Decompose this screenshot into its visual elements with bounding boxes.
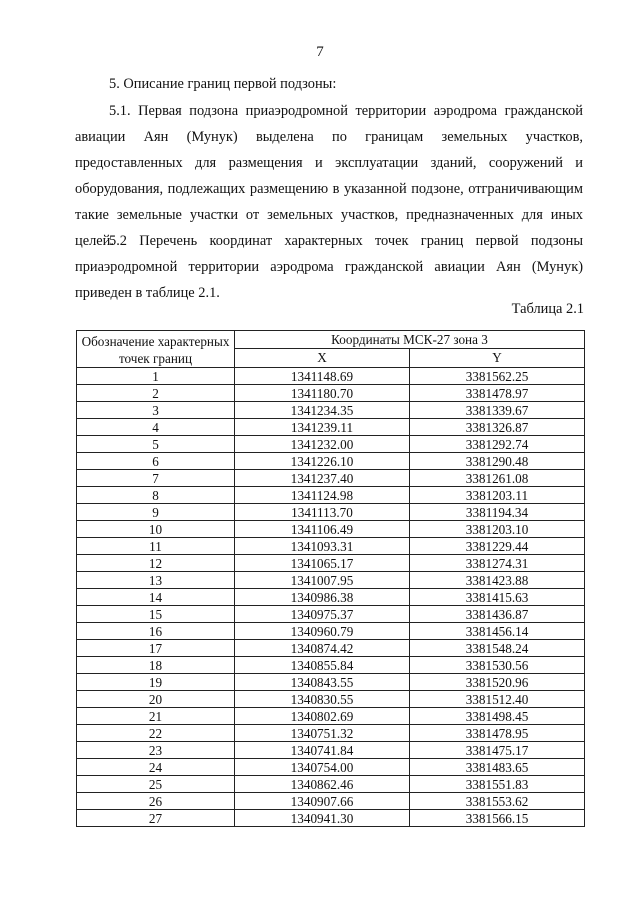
x-coordinate-cell: 1340802.69 bbox=[235, 708, 410, 725]
x-coordinate-cell: 1341065.17 bbox=[235, 555, 410, 572]
point-number-cell: 20 bbox=[77, 691, 235, 708]
point-number-cell: 19 bbox=[77, 674, 235, 691]
paragraph-line: авиации Аян (Мунук) выделена по границам земельных участков, bbox=[75, 129, 583, 145]
table-row bbox=[77, 487, 585, 504]
y-coordinate-cell: 3381194.34 bbox=[410, 504, 585, 521]
x-coordinate-cell: 1340741.84 bbox=[235, 742, 410, 759]
point-number-cell: 7 bbox=[77, 470, 235, 487]
table-caption: Таблица 2.1 bbox=[511, 301, 584, 317]
y-coordinate-cell: 3381562.25 bbox=[410, 368, 585, 385]
table-row bbox=[77, 521, 585, 538]
x-coordinate-cell: 1341124.98 bbox=[235, 487, 410, 504]
table-row bbox=[77, 589, 585, 606]
point-number-cell: 2 bbox=[77, 385, 235, 402]
point-number-cell: 16 bbox=[77, 623, 235, 640]
point-number-cell: 26 bbox=[77, 793, 235, 810]
table-row bbox=[77, 368, 585, 385]
point-number-cell: 15 bbox=[77, 606, 235, 623]
x-coordinate-cell: 1341239.11 bbox=[235, 419, 410, 436]
point-number-cell: 8 bbox=[77, 487, 235, 504]
y-coordinate-cell: 3381415.63 bbox=[410, 589, 585, 606]
paragraph-line: оборудования, подлежащих размещению в указанной подзоне, отграничивающим bbox=[75, 181, 583, 197]
paragraph-line: предоставленных для размещения и эксплуатации зданий, сооружений и bbox=[75, 155, 583, 171]
paragraph-line: приведен в таблице 2.1. bbox=[75, 285, 220, 301]
table-row bbox=[77, 725, 585, 742]
x-coordinate-cell: 1340830.55 bbox=[235, 691, 410, 708]
x-coordinate-cell: 1341148.69 bbox=[235, 368, 410, 385]
point-number-cell: 10 bbox=[77, 521, 235, 538]
y-coordinate-cell: 3381520.96 bbox=[410, 674, 585, 691]
coordinates-table bbox=[76, 330, 585, 827]
point-number-cell: 23 bbox=[77, 742, 235, 759]
y-coordinate-cell: 3381498.45 bbox=[410, 708, 585, 725]
table-row bbox=[77, 419, 585, 436]
point-number-cell: 25 bbox=[77, 776, 235, 793]
point-number-cell: 22 bbox=[77, 725, 235, 742]
x-coordinate-cell: 1341237.40 bbox=[235, 470, 410, 487]
table-row bbox=[77, 572, 585, 589]
column-header-point-label: Обозначение характерных точек границ bbox=[77, 331, 235, 368]
x-coordinate-cell: 1340907.66 bbox=[235, 793, 410, 810]
y-coordinate-cell: 3381339.67 bbox=[410, 402, 585, 419]
table-row bbox=[77, 674, 585, 691]
point-number-cell: 14 bbox=[77, 589, 235, 606]
x-coordinate-cell: 1340843.55 bbox=[235, 674, 410, 691]
y-coordinate-cell: 3381203.11 bbox=[410, 487, 585, 504]
point-number-cell: 24 bbox=[77, 759, 235, 776]
y-coordinate-cell: 3381290.48 bbox=[410, 453, 585, 470]
table-row bbox=[77, 402, 585, 419]
x-coordinate-cell: 1340975.37 bbox=[235, 606, 410, 623]
x-coordinate-cell: 1340751.32 bbox=[235, 725, 410, 742]
point-number-cell: 21 bbox=[77, 708, 235, 725]
table-row bbox=[77, 453, 585, 470]
point-number-cell: 3 bbox=[77, 402, 235, 419]
table-row bbox=[77, 504, 585, 521]
point-number-cell: 13 bbox=[77, 572, 235, 589]
y-coordinate-cell: 3381261.08 bbox=[410, 470, 585, 487]
table-row bbox=[77, 436, 585, 453]
table-row bbox=[77, 623, 585, 640]
paragraph-line: приаэродромной территории аэродрома гражданской авиации Аян (Мунук) bbox=[75, 259, 583, 275]
y-coordinate-cell: 3381292.74 bbox=[410, 436, 585, 453]
table-row bbox=[77, 606, 585, 623]
x-coordinate-cell: 1340874.42 bbox=[235, 640, 410, 657]
table-row bbox=[77, 385, 585, 402]
y-coordinate-cell: 3381229.44 bbox=[410, 538, 585, 555]
x-coordinate-cell: 1341007.95 bbox=[235, 572, 410, 589]
table-row bbox=[77, 657, 585, 674]
x-coordinate-cell: 1341106.49 bbox=[235, 521, 410, 538]
y-coordinate-cell: 3381274.31 bbox=[410, 555, 585, 572]
point-number-cell: 18 bbox=[77, 657, 235, 674]
y-coordinate-cell: 3381478.95 bbox=[410, 725, 585, 742]
x-coordinate-cell: 1341180.70 bbox=[235, 385, 410, 402]
point-number-cell: 6 bbox=[77, 453, 235, 470]
y-coordinate-cell: 3381548.24 bbox=[410, 640, 585, 657]
y-coordinate-cell: 3381203.10 bbox=[410, 521, 585, 538]
x-coordinate-cell: 1341232.00 bbox=[235, 436, 410, 453]
y-coordinate-cell: 3381475.17 bbox=[410, 742, 585, 759]
x-coordinate-cell: 1340941.30 bbox=[235, 810, 410, 827]
x-coordinate-cell: 1340754.00 bbox=[235, 759, 410, 776]
point-number-cell: 5 bbox=[77, 436, 235, 453]
paragraph-5-2 bbox=[75, 228, 583, 306]
y-coordinate-cell: 3381553.62 bbox=[410, 793, 585, 810]
table-row bbox=[77, 470, 585, 487]
y-coordinate-cell: 3381530.56 bbox=[410, 657, 585, 674]
column-header-x: X bbox=[235, 348, 410, 367]
table-row bbox=[77, 640, 585, 657]
x-coordinate-cell: 1341226.10 bbox=[235, 453, 410, 470]
table-row bbox=[77, 793, 585, 810]
x-coordinate-cell: 1341093.31 bbox=[235, 538, 410, 555]
paragraph-line: 5.1. Первая подзона приаэродромной территории аэродрома гражданской bbox=[109, 103, 583, 119]
paragraph-line: 5.2 Перечень координат характерных точек границ первой подзоны bbox=[109, 233, 583, 249]
table-row bbox=[77, 776, 585, 793]
x-coordinate-cell: 1340960.79 bbox=[235, 623, 410, 640]
y-coordinate-cell: 3381551.83 bbox=[410, 776, 585, 793]
x-coordinate-cell: 1341234.35 bbox=[235, 402, 410, 419]
y-coordinate-cell: 3381483.65 bbox=[410, 759, 585, 776]
y-coordinate-cell: 3381478.97 bbox=[410, 385, 585, 402]
y-coordinate-cell: 3381512.40 bbox=[410, 691, 585, 708]
table-row bbox=[77, 742, 585, 759]
table-row bbox=[77, 555, 585, 572]
table-row bbox=[77, 708, 585, 725]
point-number-cell: 11 bbox=[77, 538, 235, 555]
x-coordinate-cell: 1340855.84 bbox=[235, 657, 410, 674]
point-number-cell: 4 bbox=[77, 419, 235, 436]
y-coordinate-cell: 3381566.15 bbox=[410, 810, 585, 827]
table-row bbox=[77, 691, 585, 708]
y-coordinate-cell: 3381326.87 bbox=[410, 419, 585, 436]
x-coordinate-cell: 1340986.38 bbox=[235, 589, 410, 606]
table-body bbox=[77, 368, 585, 827]
paragraph-line: такие земельные участки от земельных участков, предназначенных для иных целей. bbox=[75, 207, 583, 249]
column-header-coordinates: Координаты МСК-27 зона 3 bbox=[235, 331, 585, 349]
point-number-cell: 9 bbox=[77, 504, 235, 521]
y-coordinate-cell: 3381456.14 bbox=[410, 623, 585, 640]
table-row bbox=[77, 759, 585, 776]
table-row bbox=[77, 810, 585, 827]
x-coordinate-cell: 1341113.70 bbox=[235, 504, 410, 521]
x-coordinate-cell: 1340862.46 bbox=[235, 776, 410, 793]
page-number: 7 bbox=[316, 44, 324, 60]
y-coordinate-cell: 3381423.88 bbox=[410, 572, 585, 589]
point-number-cell: 17 bbox=[77, 640, 235, 657]
table-row bbox=[77, 538, 585, 555]
column-header-y: Y bbox=[410, 348, 585, 367]
point-number-cell: 1 bbox=[77, 368, 235, 385]
section-heading: 5. Описание границ первой подзоны: bbox=[109, 76, 337, 92]
point-number-cell: 27 bbox=[77, 810, 235, 827]
point-number-cell: 12 bbox=[77, 555, 235, 572]
y-coordinate-cell: 3381436.87 bbox=[410, 606, 585, 623]
